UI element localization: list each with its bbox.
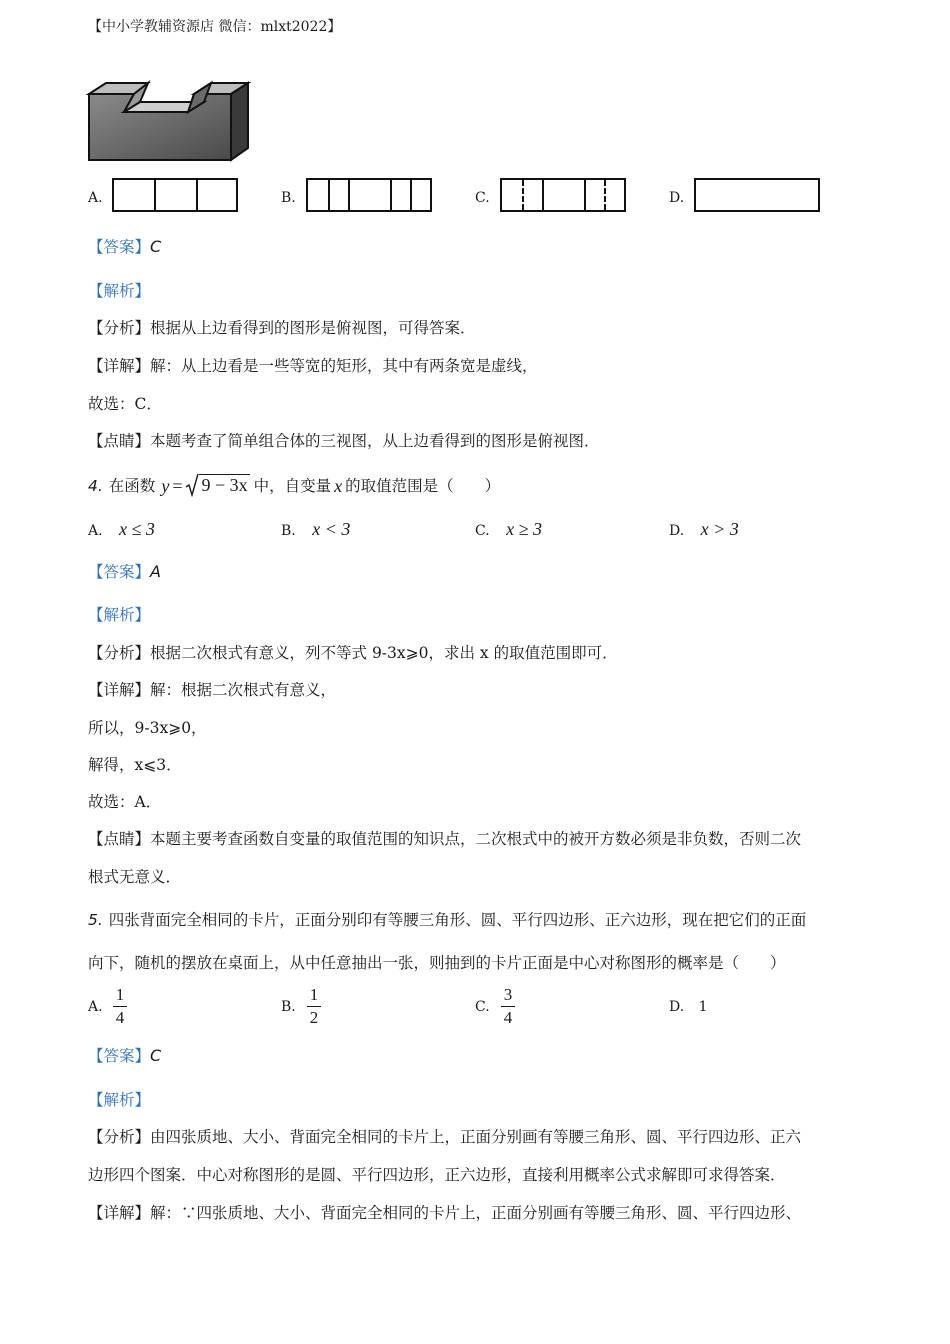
q5-answer: 【答案】C xyxy=(88,1046,162,1065)
q3-option-c-label: C. xyxy=(475,190,490,206)
q4-comment: 【点睛】本题主要考查函数自变量的取值范围的知识点，二次根式中的被开方数必须是非负数，否则二次 xyxy=(88,830,802,848)
q5-jiexi-heading: 【解析】 xyxy=(88,1091,151,1109)
q3-option-a-label: A. xyxy=(88,190,103,206)
q5-analysis: 【分析】由四张质地、大小、背面完全相同的卡片上，正面分别画有等腰三角形、圆、平行四边形、正六 xyxy=(88,1128,802,1146)
q4-detail: 【详解】解：根据二次根式有意义， xyxy=(88,681,337,699)
q3-conclusion: 故选：C． xyxy=(88,395,162,413)
q3-option-b-view xyxy=(306,178,432,212)
q3-option-d-label: D. xyxy=(669,190,685,206)
q5-analysis-cont: 边形四个图案．中心对称图形的是圆、平行四边形，正六边形，直接利用概率公式求解即可求得答案． xyxy=(88,1166,786,1184)
solid-figure xyxy=(86,80,252,164)
q5-stem: 5. 四张背面完全相同的卡片，正面分别印有等腰三角形、圆、平行四边形、正六边形，现在把它们的正面 xyxy=(88,911,807,929)
q5-option-a-fraction: 1 4 xyxy=(113,985,127,1028)
q4-option-c: C. x ≥ 3 xyxy=(475,519,542,539)
q4-jiexi-heading: 【解析】 xyxy=(88,606,151,624)
q4-step-2: 解得，x⩽3． xyxy=(88,756,182,774)
q5-option-c-fraction: 3 4 xyxy=(501,985,515,1028)
q5-option-d: D. 1 xyxy=(669,999,708,1015)
q5-option-b-label: B. xyxy=(281,999,296,1015)
q3-jiexi-heading: 【解析】 xyxy=(88,282,151,300)
q4-analysis: 【分析】根据二次根式有意义，列不等式 9-3x⩾0，求出 x 的取值范围即可． xyxy=(88,644,618,662)
page-header: 【中小学教辅资源店 微信：mlxt2022】 xyxy=(88,19,342,35)
sqrt-sign-icon xyxy=(185,473,199,497)
q4-answer: 【答案】A xyxy=(88,562,161,581)
q3-option-a-view xyxy=(112,178,238,212)
q5-option-a-label: A. xyxy=(88,999,103,1015)
q4-comment-cont: 根式无意义． xyxy=(88,868,182,886)
q4-conclusion: 故选：A． xyxy=(88,793,162,811)
q5-detail: 【详解】解：∵四张质地、大小、背面完全相同的卡片上，正面分别画有等腰三角形、圆、平行四边形、 xyxy=(88,1204,802,1222)
q3-detail: 【详解】解：从上边看是一些等宽的矩形，其中有两条宽是虚线， xyxy=(88,357,538,375)
q3-comment: 【点睛】本题考查了简单组合体的三视图，从上边看得到的图形是俯视图． xyxy=(88,432,600,450)
q3-option-d-view xyxy=(694,178,820,212)
q4-option-b: B. x < 3 xyxy=(281,519,351,539)
q3-option-c-view xyxy=(500,178,626,212)
q4-option-a: A. x ≤ 3 xyxy=(88,519,155,539)
q5-stem-cont: 向下，随机的摆放在桌面上，从中任意抽出一张，则抽到的卡片正面是中心对称图形的概率是（ ） xyxy=(88,954,786,972)
q3-option-b-label: B. xyxy=(281,190,296,206)
q4-step-1: 所以，9-3x⩾0， xyxy=(88,719,207,737)
q3-analysis: 【分析】根据从上边看得到的图形是俯视图，可得答案． xyxy=(88,319,476,337)
q4-option-d: D. x > 3 xyxy=(669,519,739,539)
q4-stem: 4. 在函数 y = 9 − 3x 中，自变量 x 的取值范围是（ ） xyxy=(88,475,501,496)
q5-option-b-fraction: 1 2 xyxy=(307,985,321,1028)
q3-answer: 【答案】C xyxy=(88,237,162,256)
q5-option-c-label: C. xyxy=(475,999,490,1015)
